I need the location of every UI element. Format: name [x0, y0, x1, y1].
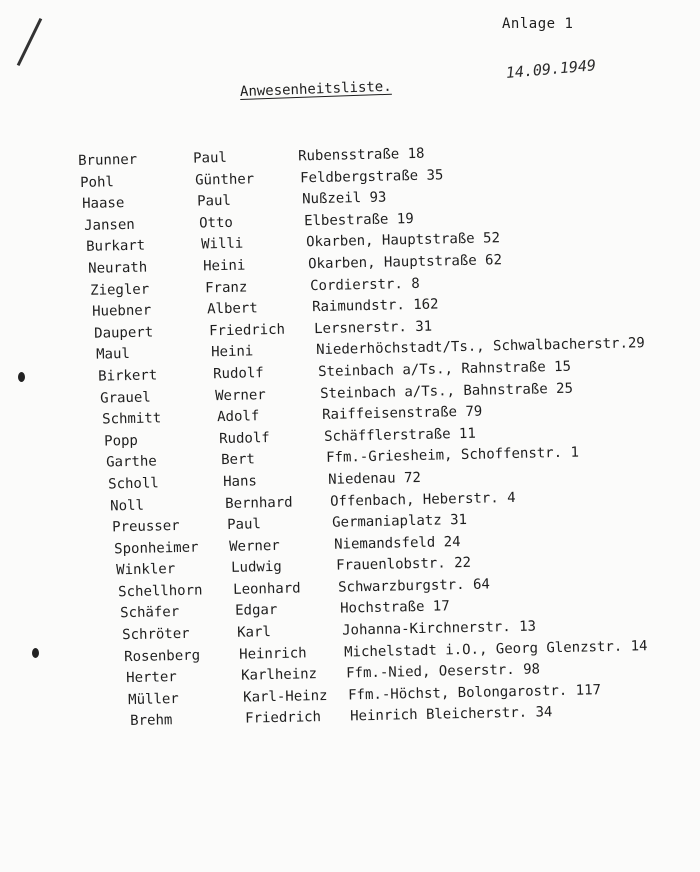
address: Offenbach, Heberstr. 4 [329, 489, 516, 510]
surname: Schellhorn [118, 582, 203, 601]
surname: Grauel [100, 389, 151, 407]
address: Okarben, Hauptstraße 62 [307, 252, 503, 273]
address: Niemandsfeld 24 [333, 533, 461, 553]
address: Hochstraße 17 [339, 598, 450, 618]
first-name: Willi [200, 235, 244, 253]
first-name: Albert [206, 300, 258, 318]
first-name: Werner [214, 386, 266, 404]
surname: Jansen [83, 216, 135, 234]
first-name: Rudolf [218, 429, 270, 447]
first-name: Leonhard [233, 580, 301, 598]
address: Heinrich Bleicherstr. 34 [349, 704, 553, 725]
address: Steinbach a/Ts., Bahnstraße 25 [319, 380, 574, 402]
surname: Noll [110, 497, 145, 514]
surname: Rosenberg [124, 647, 201, 665]
document-title: Anwesenheitsliste. [239, 78, 392, 100]
first-name: Otto [198, 214, 234, 232]
address: Johanna-Kirchnerstr. 13 [341, 618, 537, 639]
address: Lersnerstr. 31 [313, 318, 433, 337]
address: Niedenau 72 [327, 469, 422, 488]
address: Ffm.-Höchst, Bolongarostr. 117 [347, 682, 602, 704]
surname: Haase [81, 195, 125, 213]
handwritten-date: 14.09.1949 [505, 56, 597, 82]
first-name: Ludwig [230, 559, 282, 577]
surname: Ziegler [90, 281, 150, 299]
address: Ffm.-Nied, Oeserstr. 98 [345, 661, 541, 682]
first-name: Günther [194, 170, 255, 189]
address: Elbestraße 19 [303, 210, 414, 230]
address: Niederhöchstadt/Ts., Schwalbacherstr.29 [315, 335, 645, 359]
first-name: Heinrich [239, 644, 307, 663]
first-name: Karl-Heinz [243, 687, 328, 706]
surname: Herter [126, 669, 177, 687]
surname: Pohl [79, 173, 115, 191]
address: Raimundstr. 162 [311, 296, 439, 316]
first-name: Edgar [235, 602, 278, 620]
first-name: Heini [202, 257, 246, 275]
surname: Birkert [98, 367, 158, 385]
first-name: Paul [227, 516, 262, 534]
address: Cordierstr. 8 [309, 275, 420, 294]
punch-mark [18, 372, 25, 382]
surname: Brunner [78, 151, 138, 169]
first-name: Rudolf [212, 365, 264, 383]
address: Steinbach a/Ts., Rahnstraße 15 [317, 358, 572, 380]
surname: Winkler [116, 561, 176, 579]
address: Frauenlobstr. 22 [335, 555, 472, 574]
address: Raiffeisenstraße 79 [321, 403, 483, 424]
address: Ffm.-Griesheim, Schoffenstr. 1 [325, 444, 580, 467]
surname: Müller [128, 690, 179, 708]
first-name: Hans [223, 473, 258, 490]
first-name: Heini [210, 343, 254, 361]
address: Okarben, Hauptstraße 52 [305, 230, 501, 251]
surname: Maul [96, 346, 131, 364]
address: Rubensstraße 18 [297, 145, 425, 165]
first-name: Karl [237, 624, 272, 641]
address: Germaniaplatz 31 [331, 512, 468, 531]
first-name: Paul [196, 192, 232, 210]
surname: Schäfer [120, 604, 180, 622]
first-name: Friedrich [245, 709, 322, 728]
surname: Brehm [130, 712, 173, 730]
address: Nußzeil 93 [301, 189, 387, 208]
surname: Huebner [92, 302, 152, 320]
first-name: Adolf [216, 408, 260, 426]
address: Schäfflerstraße 11 [323, 425, 476, 445]
scan-mark [17, 18, 42, 66]
surname: Schmitt [102, 410, 162, 428]
surname: Garthe [106, 453, 157, 471]
address: Michelstadt i.O., Georg Glenzstr. 14 [343, 637, 648, 661]
surname: Scholl [108, 475, 159, 493]
punch-mark [32, 648, 39, 658]
first-name: Friedrich [208, 321, 286, 340]
surname: Popp [104, 432, 139, 450]
first-name: Bert [220, 451, 256, 469]
first-name: Paul [192, 149, 228, 167]
first-name: Karlheinz [241, 666, 318, 684]
address: Schwarzburgstr. 64 [337, 576, 491, 596]
surname: Sponheimer [114, 539, 199, 558]
first-name: Bernhard [225, 494, 293, 512]
surname: Schröter [122, 625, 190, 644]
annex-label: Anlage 1 [502, 16, 574, 32]
address: Feldbergstraße 35 [299, 166, 444, 186]
first-name: Werner [228, 537, 280, 555]
surname: Neurath [88, 259, 148, 277]
surname: Preusser [112, 518, 180, 536]
attendance-list [78, 140, 690, 735]
surname: Burkart [85, 237, 146, 256]
surname: Daupert [94, 324, 154, 342]
first-name: Franz [204, 279, 248, 296]
